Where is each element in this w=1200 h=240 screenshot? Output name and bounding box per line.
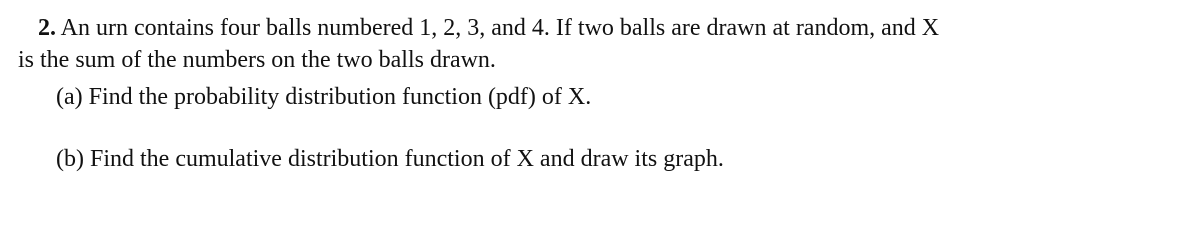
- part-b: (b) Find the cumulative distribution function of X and draw its graph.: [56, 146, 724, 172]
- problem-text-line-2: is the sum of the numbers on the two balls drawn.: [18, 47, 496, 73]
- problem-text-line-1: An urn contains four balls numbered 1, 2, 3, and 4. If two balls are drawn at random, and X: [56, 15, 940, 41]
- part-a: (a) Find the probability distribution function (pdf) of X.: [56, 84, 592, 110]
- problem-line-1: [38, 13, 939, 43]
- problem-number: 2.: [38, 15, 56, 41]
